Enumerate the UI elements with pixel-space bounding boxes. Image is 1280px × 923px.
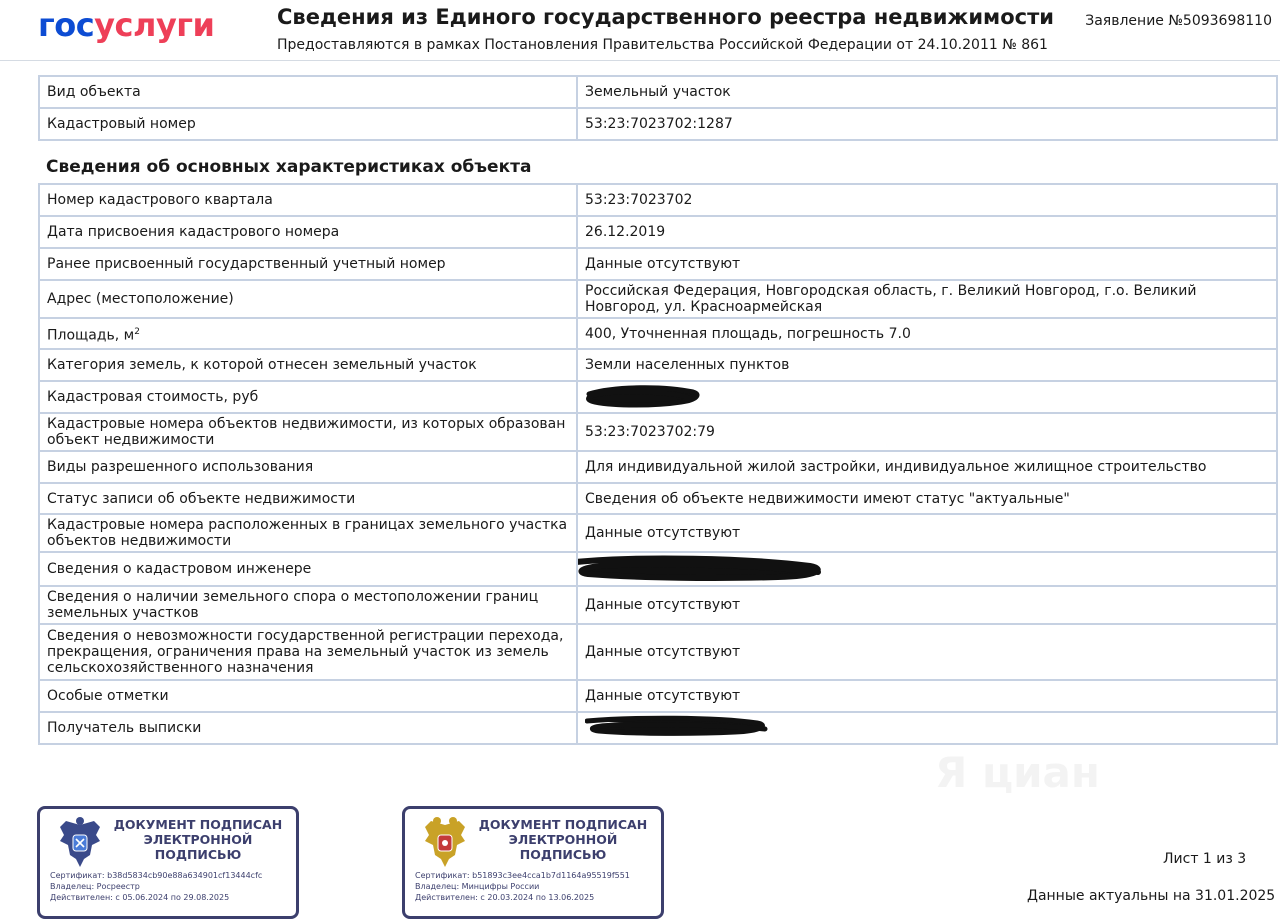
stamp-owner: Владелец: Минцифры России: [415, 882, 540, 891]
stamp-validity: Действителен: с 20.03.2024 по 13.06.2025: [415, 893, 595, 902]
row-label: Кадастровые номера расположенных в границах земельного участка объектов недвижимости: [39, 514, 577, 552]
stamp-title-line: ДОКУМЕНТ ПОДПИСАН: [478, 817, 648, 832]
row-value: Данные отсутствуют: [577, 514, 1277, 552]
row-label: Адрес (местоположение): [39, 280, 577, 318]
area-unit-superscript: 2: [134, 326, 140, 337]
row-value: [577, 552, 1277, 586]
stamp-title-line: ЭЛЕКТРОННОЙ: [508, 832, 618, 847]
row-value: Сведения об объекте недвижимости имеют статус "актуальные": [577, 483, 1277, 514]
row-label: Кадастровые номера объектов недвижимости, из которых образован объект недвижимости: [39, 413, 577, 451]
row-value: Российская Федерация, Новгородская область, г. Великий Новгород, г.о. Великий Новгород, ул. Красноармейская: [577, 280, 1277, 318]
row-value: [577, 712, 1277, 744]
row-value: 53:23:7023702:1287: [577, 108, 1277, 140]
row-value: 53:23:7023702: [577, 184, 1277, 216]
object-summary-table: [38, 75, 1278, 141]
row-label: Номер кадастрового квартала: [39, 184, 577, 216]
redaction-scribble: [585, 715, 770, 741]
row-value: 400, Уточненная площадь, погрешность 7.0: [577, 318, 1277, 349]
document-subtitle: Предоставляются в рамках Постановления Правительства Российской Федерации от 24.10.2011 № 861: [277, 37, 1048, 53]
table-row: [39, 712, 1277, 744]
stamp-title: [112, 817, 284, 862]
table-row: [39, 349, 1277, 381]
application-number: Заявление №5093698110: [1085, 13, 1272, 29]
stamp-info: [415, 870, 630, 903]
table-row: [39, 680, 1277, 712]
gosuslugi-logo[interactable]: [38, 6, 214, 44]
table-row: [39, 413, 1277, 451]
logo-part-uslugi: услуги: [94, 6, 215, 44]
row-label: [39, 318, 577, 349]
table-row: [39, 216, 1277, 248]
row-label: Статус записи об объекте недвижимости: [39, 483, 577, 514]
row-value: [577, 381, 1277, 413]
row-value: Земли населенных пунктов: [577, 349, 1277, 381]
row-label: Вид объекта: [39, 76, 577, 108]
stamp-title: [477, 817, 649, 862]
stamp-info: [50, 870, 262, 903]
stamp-title-line: ПОДПИСЬЮ: [519, 847, 607, 862]
row-label: Сведения о кадастровом инженере: [39, 552, 577, 586]
document-title: Сведения из Единого государственного реестра недвижимости: [277, 5, 1054, 29]
stamp-owner: Владелец: Росреестр: [50, 882, 140, 891]
watermark: Я циан: [935, 748, 1100, 797]
table-row: [39, 318, 1277, 349]
row-label: Виды разрешенного использования: [39, 451, 577, 483]
table-row: [39, 451, 1277, 483]
object-characteristics-table: [38, 183, 1278, 745]
table-row: [39, 108, 1277, 140]
row-label: Ранее присвоенный государственный учетный номер: [39, 248, 577, 280]
table-row: [39, 514, 1277, 552]
logo-part-gos: гос: [38, 6, 95, 44]
stamp-certificate: Сертификат: b38d5834cb90e88a634901cf13444cfc: [50, 871, 263, 880]
row-value: Данные отсутствуют: [577, 624, 1277, 680]
row-label: Сведения о невозможности государственной регистрации перехода, прекращения, ограничения права на земельный участок из земель сельскохозяйственного назначения: [39, 624, 577, 680]
redaction-scribble: [585, 384, 705, 410]
digital-signature-stamp-mintsifry: [402, 806, 664, 919]
table-row: [39, 76, 1277, 108]
row-label: Кадастровая стоимость, руб: [39, 381, 577, 413]
coat-of-arms-icon: [421, 815, 469, 871]
coat-of-arms-icon: [56, 815, 104, 871]
row-value: Земельный участок: [577, 76, 1277, 108]
row-value: Данные отсутствуют: [577, 248, 1277, 280]
row-value: 26.12.2019: [577, 216, 1277, 248]
stamp-certificate: Сертификат: b51893c3ee4cca1b7d1164a95519f551: [415, 871, 630, 880]
row-value: 53:23:7023702:79: [577, 413, 1277, 451]
row-label: Особые отметки: [39, 680, 577, 712]
data-actual-date: Данные актуальны на 31.01.2025: [1027, 888, 1276, 904]
table-row: [39, 624, 1277, 680]
row-value: Данные отсутствуют: [577, 680, 1277, 712]
stamp-title-line: ДОКУМЕНТ ПОДПИСАН: [113, 817, 283, 832]
row-value: Для индивидуальной жилой застройки, индивидуальное жилищное строительство: [577, 451, 1277, 483]
redaction-scribble: [578, 554, 828, 584]
stamp-title-line: ЭЛЕКТРОННОЙ: [143, 832, 253, 847]
table-row: [39, 248, 1277, 280]
document-header: [0, 0, 1280, 61]
table-row: [39, 552, 1277, 586]
page-count: Лист 1 из 3: [1163, 851, 1247, 867]
digital-signature-stamp-rosreestr: [37, 806, 299, 919]
row-value: Данные отсутствуют: [577, 586, 1277, 624]
table-row: [39, 280, 1277, 318]
table-row: [39, 381, 1277, 413]
stamp-title-line: ПОДПИСЬЮ: [154, 847, 242, 862]
area-label: Площадь, м: [47, 327, 135, 344]
table-row: [39, 586, 1277, 624]
section-title: Сведения об основных характеристиках объекта: [46, 157, 532, 177]
row-label: Сведения о наличии земельного спора о местоположении границ земельных участков: [39, 586, 577, 624]
table-row: [39, 184, 1277, 216]
row-label: Кадастровый номер: [39, 108, 577, 140]
row-label: Дата присвоения кадастрового номера: [39, 216, 577, 248]
stamp-validity: Действителен: с 05.06.2024 по 29.08.2025: [50, 893, 230, 902]
row-label: Получатель выписки: [39, 712, 577, 744]
table-row: [39, 483, 1277, 514]
row-label: Категория земель, к которой отнесен земельный участок: [39, 349, 577, 381]
